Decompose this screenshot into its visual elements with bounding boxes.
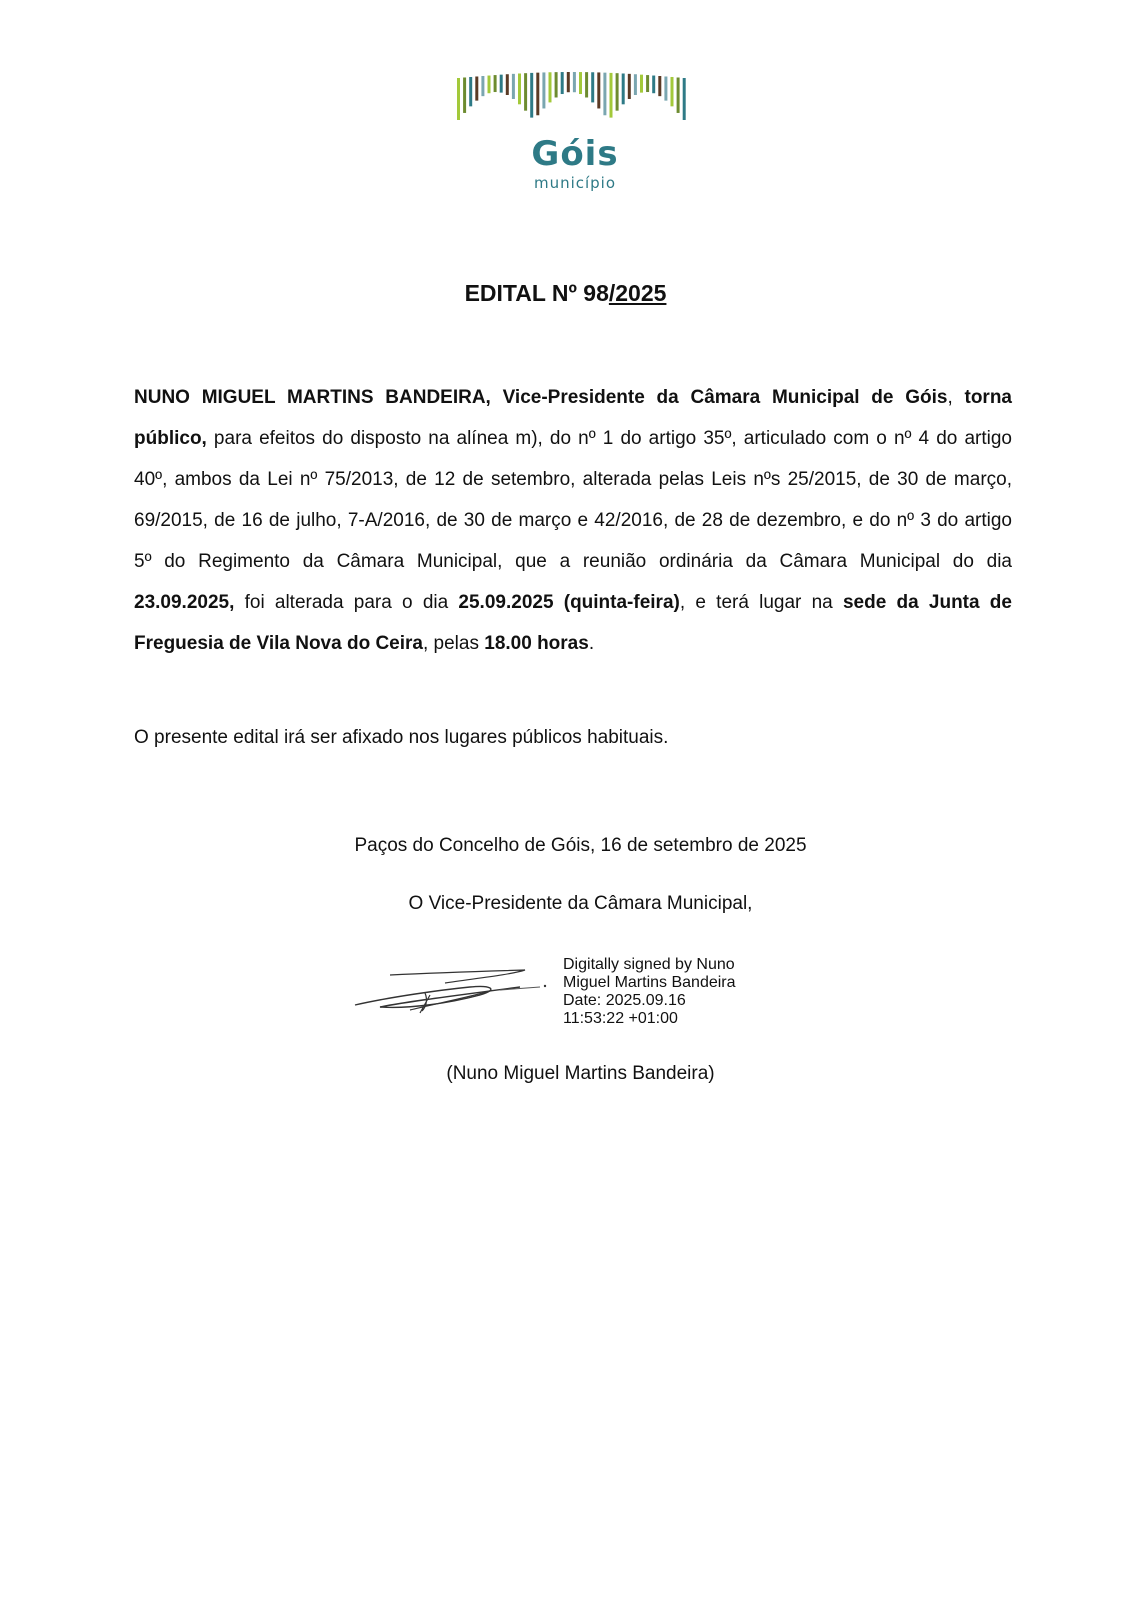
logo-stripe [512,74,515,99]
logo-stripe [591,72,594,102]
logo-stripe [573,72,576,92]
meeting-place: sede da Junta de Freguesia de Vila Nova do Ceira [134,592,1012,654]
logo-stripe [500,75,503,93]
logo-stripe [616,73,619,110]
place-date: Paços do Concelho de Góis, 16 de setembro de 2025 [354,835,807,856]
title-prefix: EDITAL Nº 98 [464,280,609,306]
logo-stripe [658,76,661,96]
logo-stripe [542,72,545,108]
issuer: NUNO MIGUEL MARTINS BANDEIRA, Vice-Presidente da Câmara Municipal de Góis [134,387,948,408]
logo-stripe [579,72,582,94]
logo-stripe [597,72,600,108]
signer-role: O Vice-Presidente da Câmara Municipal, [408,893,753,914]
logo-stripe [506,74,509,95]
new-date: 25.09.2025 (quinta-feira) [458,592,680,613]
logo-stripe [683,78,686,120]
logo-stripe [555,72,558,97]
logo-stripe [463,77,466,112]
title-number: /2025 [608,280,667,306]
page-title [0,280,1131,307]
logo-name: Góis [531,134,619,174]
handwritten-signature-icon [350,965,550,1025]
posting-note: O presente edital irá ser afixado nos lugares públicos habituais. [134,727,669,748]
logo-stripe [677,77,680,112]
logo-stripe [646,75,649,92]
logo-stripe [640,75,643,93]
digital-signature-block: Digitally signed by Nuno Miguel Martins Bandeira Date: 2025.09.16 11:53:22 +01:00 [563,956,736,1027]
logo-stripe [530,73,533,118]
meeting-time: 18.00 horas [484,633,589,654]
logo-stripe [561,72,564,94]
signer-name: (Nuno Miguel Martins Bandeira) [446,1063,715,1084]
logo-stripe [475,76,478,100]
logo-stripe [469,77,472,106]
logo-stripe [671,77,674,106]
logo-stripe [652,76,655,94]
original-date: 23.09.2025, [134,592,235,613]
logo-stripe [585,72,588,97]
logo-stripe [628,74,631,99]
logo-stripe [536,73,539,116]
logo-stripe [524,73,527,110]
logo-stripe [664,76,667,100]
logo-stripe [567,72,570,92]
logo-stripe [481,76,484,96]
logo-stripe [603,73,606,116]
logo-subtitle: município [533,174,617,192]
logo-stripe [494,75,497,92]
logo-stripe [622,73,625,104]
municipality-logo [455,68,690,198]
logo-stripe [634,74,637,95]
bridge-arches-logo-icon [455,68,690,128]
logo-stripe [518,73,521,104]
logo-stripe [457,78,460,120]
logo-stripe [549,72,552,102]
edital-body: NUNO MIGUEL MARTINS BANDEIRA, Vice-Presidente da Câmara Municipal de Góis, torna público, para efeitos do disposto na alínea m), do nº 1 do artigo 35º, articulado com o nº 4 do artigo 40º, ambos da Lei nº 75/2013, de 12 de setembro, alterada pelas Leis nºs 25/2015, de 30 de março, 69/2015, de 16 de julho, 7-A/2016, de 30 de março e 42/2016, de 28 de dezembro, e do nº 3 do artigo 5º do Regimento da Câmara Municipal, que a reunião ordinária da Câmara Municipal do dia 23.09.2025, foi alterada para o dia 25.09.2025 (quinta-feira), e terá lugar na sede da Junta de Freguesia de Vila Nova do Ceira, pelas 18.00 horas. [134,387,1012,654]
logo-stripe [610,73,613,118]
logo-stripe [488,76,491,94]
